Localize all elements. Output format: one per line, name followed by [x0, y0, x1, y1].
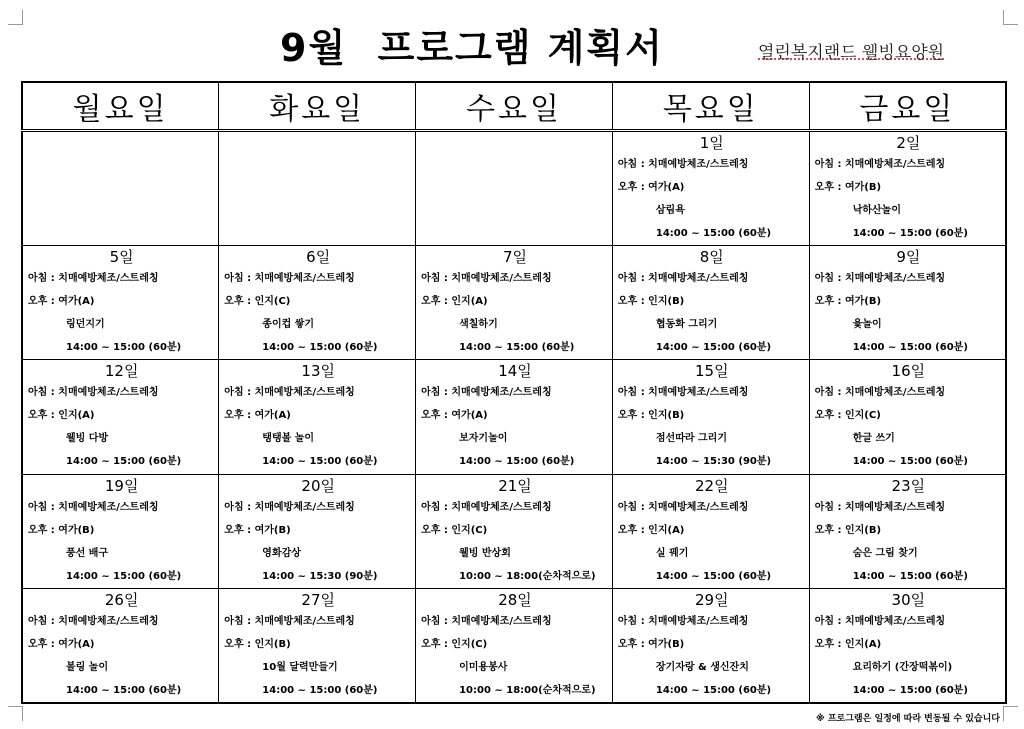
morning-program: 아침 : 치매예방체조/스트레칭 — [617, 159, 749, 170]
week-row — [22, 246, 1006, 360]
day-number: 13일 — [301, 362, 335, 381]
day-cell — [22, 246, 219, 360]
week-row — [22, 360, 1006, 474]
afternoon-program: 오후 : 인지(A) — [28, 410, 95, 422]
morning-program: 아침 : 치매예방체조/스트레칭 — [28, 387, 159, 399]
day-cell-content — [23, 246, 218, 359]
activity-time: 14:00 ~ 15:00 (60분) — [852, 684, 968, 696]
activity-name: 요리하기 (간장떡볶이) — [852, 661, 953, 673]
afternoon-program: 오후 : 인지(A) — [814, 638, 882, 650]
page-title: 9월 프로그램 계획서 — [280, 26, 664, 70]
activity-name: 볼링 놀이 — [66, 661, 109, 673]
activity-time: 14:00 ~ 15:00 (60분) — [66, 684, 182, 696]
afternoon-program: 오후 : 여가(B) — [814, 182, 882, 193]
activity-name: 숨은 그림 찾기 — [852, 547, 918, 559]
morning-program: 아침 : 치매예방체조/스트레칭 — [814, 615, 946, 627]
activity-time: 14:00 ~ 15:00 (60분) — [655, 228, 772, 239]
week-row — [22, 474, 1006, 588]
activity-name: 10월 달력만들기 — [262, 661, 338, 673]
day-cell — [612, 131, 809, 246]
day-number: 5일 — [109, 248, 134, 267]
day-number: 6일 — [306, 248, 331, 267]
activity-name: 윷놀이 — [852, 319, 882, 331]
day-cell — [612, 360, 809, 474]
day-cell-content — [219, 360, 415, 473]
morning-program: 아침 : 치매예방체조/스트레칭 — [617, 273, 749, 285]
activity-time: 14:00 ~ 15:00 (60분) — [655, 570, 772, 582]
day-cell-content — [416, 360, 612, 473]
weekday-header-fri: 금요일 — [809, 82, 1006, 131]
day-cell — [219, 588, 416, 703]
activity-time: 14:00 ~ 15:00 (60분) — [262, 684, 378, 696]
afternoon-program: 오후 : 여가(A) — [28, 638, 95, 650]
morning-program: 아침 : 치매예방체조/스트레칭 — [224, 501, 355, 513]
morning-program: 아침 : 치매예방체조/스트레칭 — [421, 615, 552, 627]
afternoon-program: 오후 : 인지(B) — [617, 296, 685, 308]
activity-name: 점선따라 그리기 — [655, 433, 727, 445]
day-cell-content — [613, 246, 809, 359]
day-cell-content — [23, 589, 218, 702]
day-cell — [416, 588, 613, 703]
activity-time: 14:00 ~ 15:30 (90분) — [262, 570, 378, 582]
afternoon-program: 오후 : 인지(A) — [421, 296, 488, 308]
activity-time: 14:00 ~ 15:00 (60분) — [852, 570, 968, 582]
day-cell — [809, 360, 1006, 474]
day-number: 15일 — [695, 362, 729, 381]
morning-program: 아침 : 치매예방체조/스트레칭 — [28, 501, 159, 513]
day-cell-content — [810, 132, 1005, 245]
afternoon-program: 오후 : 인지(C) — [224, 296, 291, 308]
footnote: ※ 프로그램은 일정에 따라 변동될 수 있습니다 — [815, 714, 1000, 724]
day-number: 7일 — [502, 248, 528, 267]
day-cell — [809, 131, 1006, 246]
morning-program: 아침 : 치매예방체조/스트레칭 — [224, 387, 355, 399]
activity-name: 협동화 그리기 — [655, 319, 718, 331]
activity-time: 14:00 ~ 15:00 (60분) — [66, 570, 182, 582]
day-cell — [612, 474, 809, 588]
activity-name: 웰빙 다방 — [66, 433, 109, 445]
activity-time: 14:00 ~ 15:00 (60분) — [262, 456, 378, 468]
day-cell-content — [416, 246, 612, 359]
activity-time: 14:00 ~ 15:00 (60분) — [655, 342, 772, 354]
week-row — [22, 588, 1006, 703]
morning-program: 아침 : 치매예방체조/스트레칭 — [224, 615, 355, 627]
activity-name: 탱탱볼 놀이 — [262, 433, 315, 445]
activity-name: 장기자랑 & 생신잔치 — [655, 661, 749, 673]
morning-program: 아침 : 치매예방체조/스트레칭 — [814, 273, 946, 285]
day-cell — [219, 246, 416, 360]
activity-name: 삼림욕 — [655, 205, 685, 216]
day-cell — [809, 474, 1006, 588]
morning-program: 아침 : 치매예방체조/스트레칭 — [421, 273, 552, 285]
day-number: 2일 — [896, 134, 921, 152]
day-cell-content — [810, 475, 1005, 588]
weekday-header-row — [22, 82, 1006, 131]
day-cell — [22, 588, 219, 703]
day-cell-content — [23, 475, 218, 588]
afternoon-program: 오후 : 여가(A) — [617, 182, 685, 193]
day-cell-content — [810, 246, 1005, 359]
day-cell — [612, 246, 809, 360]
activity-time: 14:00 ~ 15:00 (60분) — [262, 342, 378, 354]
day-number: 30일 — [891, 590, 926, 609]
morning-program: 아침 : 치매예방체조/스트레칭 — [28, 273, 159, 285]
corner-mark-top-right — [1003, 10, 1018, 25]
day-cell — [416, 474, 613, 588]
activity-name: 웰빙 반상회 — [459, 547, 511, 559]
day-cell — [219, 360, 416, 474]
calendar-body — [22, 131, 1006, 704]
morning-program: 아침 : 치매예방체조/스트레칭 — [617, 615, 749, 627]
afternoon-program: 오후 : 여가(B) — [28, 524, 95, 536]
weekday-header-wed: 수요일 — [416, 82, 613, 131]
activity-name: 색칠하기 — [459, 319, 498, 331]
morning-program: 아침 : 치매예방체조/스트레칭 — [814, 387, 946, 399]
day-number: 9일 — [896, 248, 921, 267]
activity-name: 영화감상 — [262, 547, 301, 559]
afternoon-program: 오후 : 여가(B) — [617, 638, 685, 650]
morning-program: 아침 : 치매예방체조/스트레칭 — [617, 387, 749, 399]
day-cell — [219, 474, 416, 588]
day-number: 14일 — [498, 362, 532, 381]
corner-mark-bottom-right — [1003, 706, 1018, 721]
activity-time: 14:00 ~ 15:00 (60분) — [459, 456, 575, 468]
day-cell — [22, 474, 219, 588]
afternoon-program: 오후 : 여가(A) — [224, 410, 291, 422]
morning-program: 아침 : 치매예방체조/스트레칭 — [421, 501, 552, 513]
empty-day-cell — [416, 131, 613, 246]
day-cell-content — [416, 475, 612, 588]
day-cell — [416, 360, 613, 474]
day-cell-content — [23, 360, 218, 473]
day-cell-content — [416, 589, 612, 702]
day-cell — [416, 246, 613, 360]
day-cell-content — [613, 360, 809, 473]
activity-time: 14:00 ~ 15:00 (60분) — [655, 684, 772, 696]
activity-name: 실 꿰기 — [655, 547, 689, 559]
day-cell-content — [810, 360, 1005, 473]
afternoon-program: 오후 : 여가(B) — [814, 296, 882, 308]
day-cell — [809, 246, 1006, 360]
activity-name: 링던지기 — [66, 319, 105, 331]
afternoon-program: 오후 : 인지(B) — [617, 410, 685, 422]
day-number: 28일 — [498, 590, 532, 609]
activity-name: 낙하산놀이 — [852, 205, 901, 216]
empty-day-cell — [219, 131, 416, 246]
afternoon-program: 오후 : 인지(C) — [421, 638, 488, 650]
weekday-header-thu: 목요일 — [612, 82, 809, 131]
day-cell-content — [219, 589, 415, 702]
weekday-header-mon: 월요일 — [22, 82, 219, 131]
morning-program: 아침 : 치매예방체조/스트레칭 — [814, 501, 946, 513]
afternoon-program: 오후 : 인지(B) — [224, 638, 291, 650]
activity-name: 종이컵 쌓기 — [262, 319, 315, 331]
day-cell-content — [613, 589, 809, 702]
day-number: 23일 — [891, 476, 926, 495]
day-cell — [612, 588, 809, 703]
corner-mark-top-left — [8, 10, 23, 25]
morning-program: 아침 : 치매예방체조/스트레칭 — [421, 387, 552, 399]
week-row — [22, 131, 1006, 246]
activity-time: 14:00 ~ 15:00 (60분) — [852, 342, 968, 354]
day-number: 20일 — [301, 476, 335, 495]
activity-time: 14:00 ~ 15:00 (60분) — [459, 342, 575, 354]
day-cell — [22, 360, 219, 474]
afternoon-program: 오후 : 인지(C) — [421, 524, 488, 536]
afternoon-program: 오후 : 인지(A) — [617, 524, 685, 536]
day-cell — [809, 588, 1006, 703]
activity-time: 14:00 ~ 15:00 (60분) — [852, 456, 968, 468]
empty-day-cell — [22, 131, 219, 246]
day-cell-content — [219, 246, 415, 359]
activity-time: 14:00 ~ 15:00 (60분) — [66, 456, 182, 468]
day-number: 16일 — [891, 362, 926, 381]
day-number: 29일 — [695, 590, 729, 609]
activity-time: 14:00 ~ 15:30 (90분) — [655, 456, 772, 468]
weekday-header-tue: 화요일 — [219, 82, 416, 131]
activity-name: 이미용봉사 — [459, 661, 508, 673]
activity-name: 보자기놀이 — [459, 433, 508, 445]
activity-time: 14:00 ~ 15:00 (60분) — [66, 342, 182, 354]
afternoon-program: 오후 : 인지(B) — [814, 524, 882, 536]
activity-name: 풍선 배구 — [66, 547, 109, 559]
afternoon-program: 오후 : 여가(A) — [421, 410, 488, 422]
day-cell-content — [810, 589, 1005, 702]
activity-time: 10:00 ~ 18:00(순차적으로) — [459, 684, 596, 696]
day-number: 21일 — [498, 476, 532, 495]
day-number: 26일 — [104, 590, 139, 609]
afternoon-program: 오후 : 인지(C) — [814, 410, 881, 422]
afternoon-program: 오후 : 여가(A) — [28, 296, 95, 308]
day-number: 1일 — [699, 134, 724, 152]
corner-mark-bottom-left — [8, 706, 23, 721]
morning-program: 아침 : 치매예방체조/스트레칭 — [814, 159, 946, 170]
activity-name: 한글 쓰기 — [852, 433, 895, 445]
day-number: 19일 — [104, 476, 139, 495]
day-cell-content — [613, 475, 809, 588]
day-number: 12일 — [104, 362, 139, 381]
day-number: 27일 — [301, 590, 335, 609]
day-number: 22일 — [695, 476, 729, 495]
day-number: 8일 — [699, 248, 724, 267]
organization-name: 열린복지랜드 웰빙요양원 — [758, 43, 945, 63]
morning-program: 아침 : 치매예방체조/스트레칭 — [224, 273, 355, 285]
afternoon-program: 오후 : 여가(B) — [224, 524, 291, 536]
activity-time: 14:00 ~ 15:00 (60분) — [852, 228, 968, 239]
program-calendar-table — [21, 81, 1007, 704]
day-cell-content — [613, 132, 809, 245]
activity-time: 10:00 ~ 18:00(순차적으로) — [459, 570, 596, 582]
morning-program: 아침 : 치매예방체조/스트레칭 — [617, 501, 749, 513]
morning-program: 아침 : 치매예방체조/스트레칭 — [28, 615, 159, 627]
day-cell-content — [219, 475, 415, 588]
